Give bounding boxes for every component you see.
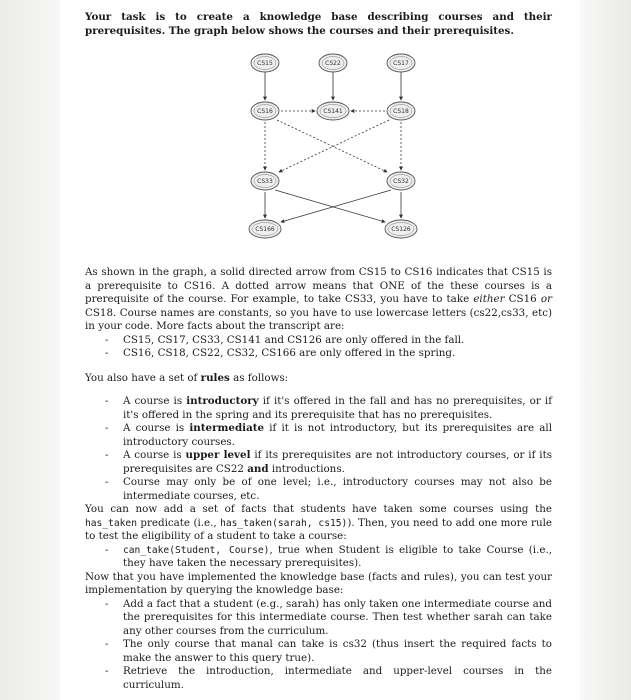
- intro-paragraph: [85, 11, 552, 38]
- node-cs32: [387, 172, 415, 190]
- node-cs15: [251, 54, 279, 72]
- list-item: - A course is upper level if its prerequisites are not introductory courses, or if its prerequisites are CS22 and introductions.: [85, 449, 552, 476]
- list-item: - Course may only be of one level; i.e., introductory courses may not also be intermediate courses, etc.: [85, 476, 552, 503]
- svg-text:CS126: CS126: [391, 226, 411, 233]
- testing-paragraph: Now that you have implemented the knowledge base (facts and rules), you can test your implementation by querying the knowledge base:: [85, 570, 552, 596]
- svg-text:CS17: CS17: [393, 60, 409, 67]
- graph-explanation: [85, 266, 552, 361]
- rules-list: [85, 395, 552, 692]
- node-cs141: [317, 102, 349, 120]
- list-item: - A course is introductory if it's offered in the fall and has no prerequisites, or if it's offered in the spring and its prerequisite that has no prerequisites.: [85, 395, 552, 422]
- edge-cs32-cs166: [281, 190, 391, 222]
- node-cs22: [319, 54, 347, 72]
- page-right-shadow: [580, 0, 631, 700]
- edge-cs16-cs32: [277, 120, 387, 172]
- node-cs17: [387, 54, 415, 72]
- node-cs18: [387, 102, 415, 120]
- node-cs166: [249, 220, 281, 238]
- rules-heading: You also have a set of rules as follows:: [85, 372, 289, 384]
- svg-text:CS141: CS141: [323, 108, 343, 115]
- facts-paragraph: You can now add a set of facts that students have taken some courses using the has_taken predicate (i.e., has_taken(sarah, cs15)). Then, you need to add one more rule to test the eligibility of a student to take a course:: [85, 503, 552, 542]
- prerequisite-graph: [235, 52, 435, 247]
- svg-text:CS18: CS18: [393, 108, 409, 115]
- graph-explanation-text: As shown in the graph, a solid directed arrow from CS15 to CS16 indicates that CS15 is a prerequisite to CS16. A dotted arrow means that ONE of the these courses is a prerequisite of the course. For example, to take CS33, you have to take either CS16 or CS18. Course names are constants, so you have to use lowercase letters (cs22,cs33, etc) in your code. More facts about the transcript are:: [85, 266, 552, 332]
- edge-cs18-cs33: [279, 120, 389, 172]
- list-item: - A course is intermediate if it is not introductory, but its prerequisites are all introductory courses.: [85, 422, 552, 449]
- list-item: - The only course that manal can take is cs32 (thus insert the required facts to make the answer to this query true).: [85, 638, 552, 665]
- list-item: - CS16, CS18, CS22, CS32, CS166 are only offered in the spring.: [85, 347, 552, 361]
- node-cs33: [251, 172, 279, 190]
- page-left-shadow: [0, 0, 60, 700]
- node-cs126: [385, 220, 417, 238]
- svg-text:CS32: CS32: [393, 178, 409, 185]
- svg-text:CS166: CS166: [255, 226, 275, 233]
- svg-text:CS16: CS16: [257, 108, 273, 115]
- edge-cs33-cs126: [275, 190, 385, 222]
- svg-text:CS22: CS22: [325, 60, 341, 67]
- list-item: - Retrieve the introduction, intermediate and upper-level courses in the curriculum.: [85, 665, 552, 692]
- svg-text:CS15: CS15: [257, 60, 273, 67]
- list-item: - can_take(Student, Course), true when Student is eligible to take Course (i.e., they have taken the necessary prerequisites).: [85, 544, 552, 571]
- svg-text:CS33: CS33: [257, 178, 273, 185]
- list-item: - CS15, CS17, CS33, CS141 and CS126 are only offered in the fall.: [85, 334, 552, 348]
- list-item: - Add a fact that a student (e.g., sarah) has only taken one intermediate course and the prerequisites for this intermediate course. Then test whether sarah can take any other courses from the curriculum.: [85, 598, 552, 639]
- node-cs16: [251, 102, 279, 120]
- intro-text: Your task is to create a knowledge base describing courses and their prerequisites. The graph below shows the courses and their prerequisites.: [85, 11, 552, 37]
